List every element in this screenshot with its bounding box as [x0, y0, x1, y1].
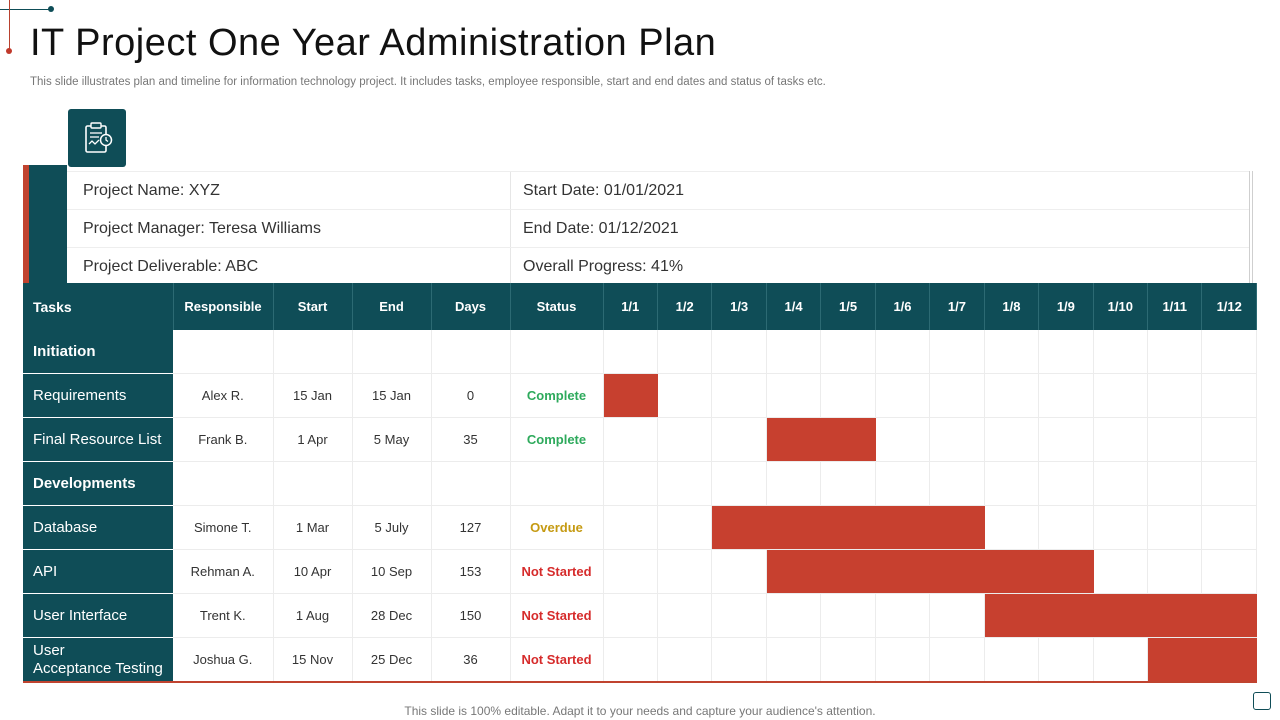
table-row — [23, 330, 1257, 374]
timeline-cell — [657, 550, 711, 594]
cell-start: 1 Mar — [273, 506, 352, 550]
task-name: API — [23, 550, 173, 594]
task-name: User Interface — [23, 594, 173, 638]
info-row — [67, 248, 1249, 285]
gantt-table — [23, 283, 1257, 683]
header-month: 1/7 — [930, 283, 984, 330]
cell-status — [510, 462, 603, 506]
timeline-cell — [930, 418, 984, 462]
timeline-cell — [821, 330, 875, 374]
cell-responsible: Simone T. — [173, 506, 273, 550]
timeline-cell — [1093, 418, 1147, 462]
timeline-cell — [875, 418, 929, 462]
timeline-bar — [875, 550, 929, 594]
cell-end: 5 May — [352, 418, 431, 462]
cell-start: 15 Nov — [273, 638, 352, 683]
page-title: IT Project One Year Administration Plan — [30, 22, 717, 64]
timeline-cell — [1202, 462, 1257, 506]
timeline-cell — [766, 594, 820, 638]
project-info-panel — [23, 165, 1257, 283]
timeline-cell — [657, 418, 711, 462]
timeline-cell — [875, 330, 929, 374]
project-manager: Project Manager: Teresa Williams — [67, 210, 511, 247]
cell-end: 10 Sep — [352, 550, 431, 594]
header-month: 1/5 — [821, 283, 875, 330]
timeline-cell — [1039, 330, 1093, 374]
phase-label: Initiation — [23, 330, 173, 374]
cell-days: 35 — [431, 418, 510, 462]
timeline-bar — [1039, 594, 1093, 638]
timeline-cell — [712, 374, 766, 418]
timeline-cell — [766, 638, 820, 683]
timeline-cell — [1202, 506, 1257, 550]
timeline-bar — [712, 506, 766, 550]
cell-start: 1 Apr — [273, 418, 352, 462]
project-name: Project Name: XYZ — [67, 172, 511, 209]
timeline-cell — [1039, 374, 1093, 418]
timeline-bar — [1202, 594, 1257, 638]
timeline-cell — [984, 638, 1038, 683]
timeline-cell — [657, 594, 711, 638]
timeline-cell — [603, 330, 657, 374]
cell-end: 15 Jan — [352, 374, 431, 418]
timeline-bar — [984, 550, 1038, 594]
cell-days: 0 — [431, 374, 510, 418]
cell-end: 5 July — [352, 506, 431, 550]
header-month: 1/4 — [766, 283, 820, 330]
timeline-cell — [930, 594, 984, 638]
timeline-cell — [712, 594, 766, 638]
timeline-cell — [875, 462, 929, 506]
timeline-cell — [821, 594, 875, 638]
corner-line-vertical — [9, 0, 10, 50]
cell-responsible: Trent K. — [173, 594, 273, 638]
table-body — [23, 330, 1257, 682]
timeline-bar — [984, 594, 1038, 638]
timeline-cell — [712, 462, 766, 506]
timeline-cell — [603, 594, 657, 638]
timeline-cell — [1093, 638, 1147, 683]
cell-status: Not Started — [510, 638, 603, 683]
header-month: 1/6 — [875, 283, 929, 330]
header-end: End — [352, 283, 431, 330]
cell-days — [431, 330, 510, 374]
table-header-row — [23, 283, 1257, 330]
timeline-cell — [657, 374, 711, 418]
timeline-bar — [821, 550, 875, 594]
cell-status: Complete — [510, 374, 603, 418]
table-row — [23, 462, 1257, 506]
table-row — [23, 374, 1257, 418]
table-row — [23, 550, 1257, 594]
corner-line-horizontal — [0, 9, 50, 10]
table-row — [23, 594, 1257, 638]
timeline-cell — [712, 550, 766, 594]
timeline-cell — [766, 374, 820, 418]
cell-responsible — [173, 330, 273, 374]
timeline-cell — [712, 638, 766, 683]
timeline-bar — [603, 374, 657, 418]
timeline-cell — [1093, 550, 1147, 594]
timeline-bar — [1039, 550, 1093, 594]
cell-responsible: Rehman A. — [173, 550, 273, 594]
timeline-cell — [1202, 550, 1257, 594]
task-name: Final Resource List — [23, 418, 173, 462]
timeline-cell — [712, 418, 766, 462]
timeline-cell — [821, 638, 875, 683]
corner-square — [1253, 692, 1271, 710]
timeline-cell — [821, 374, 875, 418]
timeline-cell — [603, 462, 657, 506]
cell-days: 36 — [431, 638, 510, 683]
timeline-cell — [1093, 506, 1147, 550]
cell-start: 10 Apr — [273, 550, 352, 594]
project-document-icon — [68, 109, 126, 167]
timeline-cell — [1039, 418, 1093, 462]
timeline-cell — [1148, 330, 1202, 374]
timeline-cell — [657, 462, 711, 506]
timeline-cell — [875, 638, 929, 683]
header-start: Start — [273, 283, 352, 330]
cell-days: 153 — [431, 550, 510, 594]
info-dashed-edge — [1249, 171, 1255, 283]
timeline-cell — [930, 374, 984, 418]
timeline-cell — [1039, 638, 1093, 683]
task-name: Database — [23, 506, 173, 550]
timeline-cell — [875, 374, 929, 418]
timeline-cell — [603, 418, 657, 462]
table-row — [23, 638, 1257, 683]
timeline-cell — [984, 418, 1038, 462]
header-responsible: Responsible — [173, 283, 273, 330]
timeline-cell — [1148, 550, 1202, 594]
header-month: 1/3 — [712, 283, 766, 330]
phase-label: Developments — [23, 462, 173, 506]
cell-start — [273, 330, 352, 374]
timeline-cell — [1148, 418, 1202, 462]
cell-days: 150 — [431, 594, 510, 638]
cell-start — [273, 462, 352, 506]
header-status: Status — [510, 283, 603, 330]
header-month: 1/2 — [657, 283, 711, 330]
header-tasks: Tasks — [23, 283, 173, 330]
timeline-cell — [1148, 506, 1202, 550]
project-deliverable: Project Deliverable: ABC — [67, 248, 511, 285]
header-month: 1/8 — [984, 283, 1038, 330]
cell-responsible — [173, 462, 273, 506]
cell-end — [352, 330, 431, 374]
timeline-cell — [930, 462, 984, 506]
overall-progress: Overall Progress: 41% — [523, 257, 684, 275]
timeline-cell — [875, 594, 929, 638]
timeline-bar — [766, 418, 820, 462]
timeline-cell — [657, 638, 711, 683]
timeline-cell — [1148, 462, 1202, 506]
cell-status: Overdue — [510, 506, 603, 550]
timeline-cell — [930, 638, 984, 683]
info-grid — [67, 171, 1249, 284]
cell-start: 1 Aug — [273, 594, 352, 638]
timeline-bar — [930, 550, 984, 594]
footer-note: This slide is 100% editable. Adapt it to your needs and capture your audience's attention. — [404, 704, 876, 718]
timeline-bar — [821, 506, 875, 550]
timeline-cell — [603, 638, 657, 683]
header-month: 1/12 — [1202, 283, 1257, 330]
header-month: 1/1 — [603, 283, 657, 330]
cell-days: 127 — [431, 506, 510, 550]
info-side-bar — [29, 165, 67, 283]
task-name: User Acceptance Testing — [23, 638, 173, 683]
timeline-bar — [1148, 594, 1202, 638]
timeline-bar — [1202, 638, 1257, 683]
cell-end: 28 Dec — [352, 594, 431, 638]
table-row — [23, 418, 1257, 462]
timeline-cell — [984, 462, 1038, 506]
timeline-cell — [1093, 462, 1147, 506]
corner-dot — [6, 48, 12, 54]
timeline-bar — [875, 506, 929, 550]
cell-end — [352, 462, 431, 506]
cell-days — [431, 462, 510, 506]
timeline-cell — [712, 330, 766, 374]
timeline-bar — [821, 418, 875, 462]
timeline-cell — [603, 550, 657, 594]
timeline-cell — [1093, 374, 1147, 418]
timeline-cell — [930, 330, 984, 374]
timeline-cell — [1148, 374, 1202, 418]
timeline-cell — [766, 330, 820, 374]
timeline-cell — [1202, 330, 1257, 374]
info-row — [67, 172, 1249, 210]
timeline-cell — [603, 506, 657, 550]
timeline-cell — [984, 330, 1038, 374]
start-date: Start Date: 01/01/2021 — [523, 181, 684, 199]
header-month: 1/9 — [1039, 283, 1093, 330]
end-date: End Date: 01/12/2021 — [523, 219, 679, 237]
cell-status — [510, 330, 603, 374]
cell-end: 25 Dec — [352, 638, 431, 683]
timeline-cell — [1093, 330, 1147, 374]
timeline-bar — [930, 506, 984, 550]
timeline-bar — [1148, 638, 1202, 683]
cell-start: 15 Jan — [273, 374, 352, 418]
cell-responsible: Alex R. — [173, 374, 273, 418]
timeline-cell — [657, 330, 711, 374]
timeline-bar — [766, 506, 820, 550]
cell-status: Not Started — [510, 550, 603, 594]
header-month: 1/11 — [1148, 283, 1202, 330]
cell-responsible: Frank B. — [173, 418, 273, 462]
timeline-cell — [1202, 418, 1257, 462]
timeline-cell — [984, 374, 1038, 418]
task-name: Requirements — [23, 374, 173, 418]
header-days: Days — [431, 283, 510, 330]
timeline-cell — [1202, 374, 1257, 418]
cell-responsible: Joshua G. — [173, 638, 273, 683]
timeline-cell — [1039, 462, 1093, 506]
corner-dot — [48, 6, 54, 12]
timeline-bar — [766, 550, 820, 594]
timeline-cell — [984, 506, 1038, 550]
timeline-cell — [657, 506, 711, 550]
header-month: 1/10 — [1093, 283, 1147, 330]
timeline-cell — [1039, 506, 1093, 550]
timeline-cell — [766, 462, 820, 506]
table-row — [23, 506, 1257, 550]
cell-status: Complete — [510, 418, 603, 462]
cell-status: Not Started — [510, 594, 603, 638]
page-subtitle: This slide illustrates plan and timeline for information technology project. It includes tasks, employee responsible, start and end dates and status of tasks etc. — [30, 76, 826, 88]
timeline-bar — [1093, 594, 1147, 638]
timeline-cell — [821, 462, 875, 506]
info-row — [67, 210, 1249, 248]
